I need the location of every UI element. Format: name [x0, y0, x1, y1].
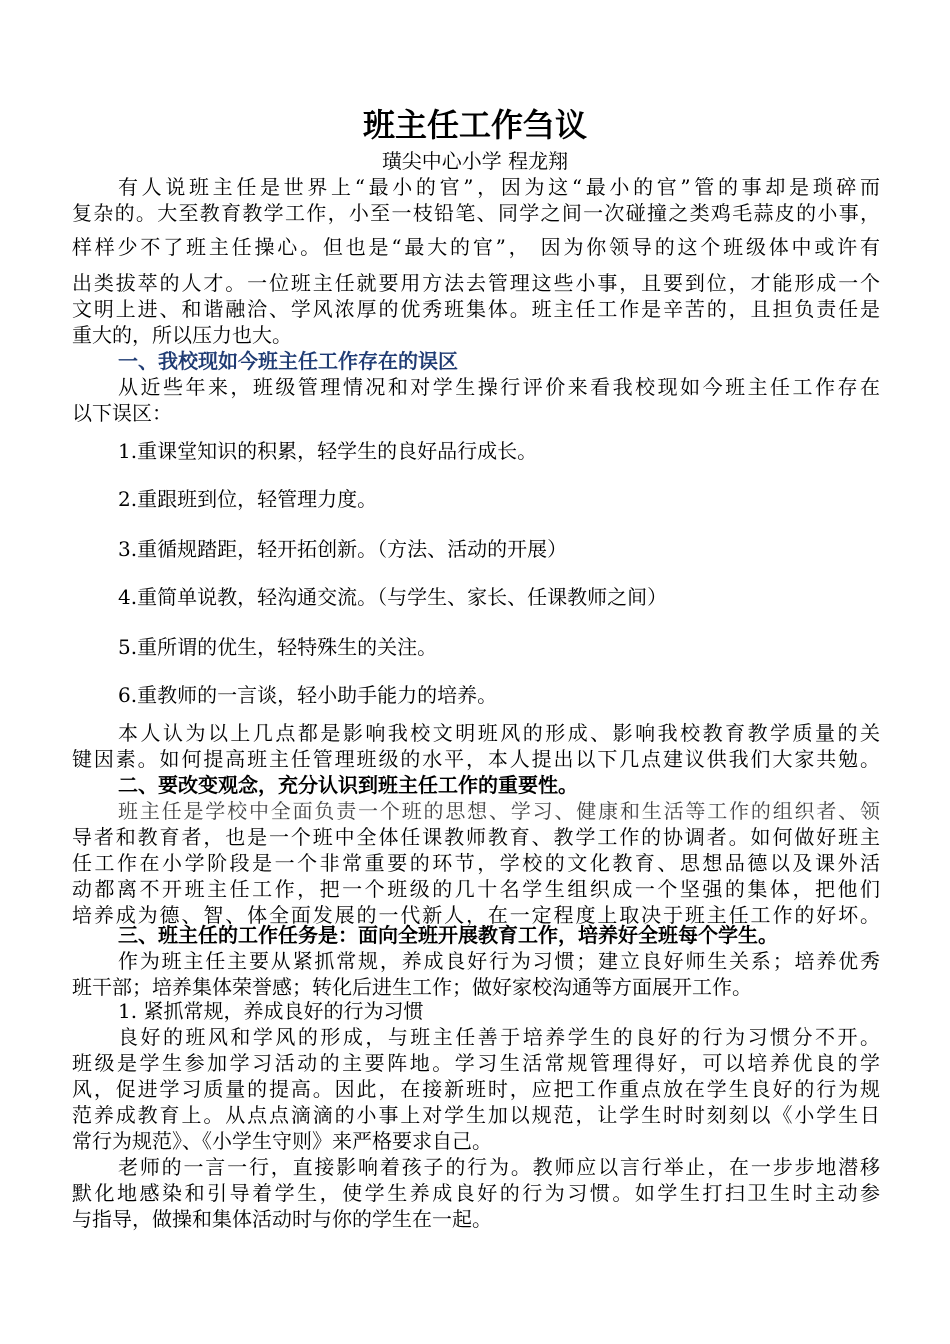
- paragraph-line: 常行为规范》、《小学生守则》来严格要求自己。: [72, 1129, 492, 1153]
- section-heading: 三、班主任的工作任务是：面向全班开展教育工作，培养好全班每个学生。: [118, 923, 778, 947]
- paragraph-line: 本人认为以上几点都是影响我校文明班风的形成、影响我校教育教学质量的关: [118, 721, 880, 745]
- paragraph-line: 以下误区：: [72, 401, 172, 425]
- list-item: 3.重循规踏距，轻开拓创新。（方法、活动的开展）: [118, 537, 568, 561]
- paragraph-line: 文明上进、和谐融洽、学风浓厚的优秀班集体。班主任工作是辛苦的，且担负责任是: [72, 297, 880, 321]
- paragraph-line: 良好的班风和学风的形成，与班主任善于培养学生的良好的行为习惯分不开。: [118, 1025, 880, 1049]
- document-title: 班主任工作刍议: [362, 106, 587, 144]
- paragraph-line: 动都离不开班主任工作，把一个班级的几十名学生组织成一个坚强的集体，把他们: [72, 877, 880, 901]
- list-item: 6.重教师的一言谈，轻小助手能力的培养。: [118, 683, 498, 707]
- paragraph-line: 与指导，做操和集体活动时与你的学生在一起。: [72, 1207, 492, 1231]
- paragraph-line: 样样少不了班主任操心。但也是“最大的官”， 因为你领导的这个班级体中或许有: [72, 235, 880, 259]
- paragraph-line: 从近些年来，班级管理情况和对学生操行评价来看我校现如今班主任工作存在: [118, 375, 880, 399]
- document-author: 璜尖中心小学 程龙翔: [381, 149, 569, 173]
- paragraph-line: 出类拔萃的人才。一位班主任就要用方法去管理这些小事，且要到位，才能形成一个: [72, 271, 880, 295]
- paragraph-line: 班级是学生参加学习活动的主要阵地。学习生活常规管理得好，可以培养优良的学: [72, 1051, 880, 1075]
- paragraph-line: 任工作在小学阶段是一个非常重要的环节，学校的文化教育、思想品德以及课外活: [72, 851, 880, 875]
- paragraph-line: 培养成为德、智、体全面发展的一代新人，在一定程度上取决于班主任工作的好坏。: [72, 903, 880, 927]
- paragraph-line: 默化地感染和引导着学生，使学生养成良好的行为习惯。如学生打扫卫生时主动参: [72, 1181, 880, 1205]
- paragraph-line: 老师的一言一行，直接影响着孩子的行为。教师应以言行举止，在一步步地潜移: [118, 1155, 880, 1179]
- paragraph-line: 班干部；培养集体荣誉感；转化后进生工作；做好家校沟通等方面展开工作。: [72, 975, 752, 999]
- paragraph-line: 作为班主任主要从紧抓常规，养成良好行为习惯；建立良好师生关系；培养优秀: [118, 949, 880, 973]
- paragraph-line: 范养成教育上。从点点滴滴的小事上对学生加以规范，让学生时时刻刻以《小学生日: [72, 1103, 880, 1127]
- subsection-heading: 1. 紧抓常规，养成良好的行为习惯: [118, 999, 424, 1023]
- list-item: 4.重简单说教，轻沟通交流。（与学生、家长、任课教师之间）: [118, 585, 668, 609]
- paragraph-line: 班主任是学校中全面负责一个班的思想、学习、健康和生活等工作的组织者、领: [118, 799, 880, 823]
- paragraph-line: 有人说班主任是世界上“最小的官”，因为这“最小的官”管的事却是琐碎而: [118, 175, 880, 199]
- list-item: 2.重跟班到位，轻管理力度。: [118, 487, 378, 511]
- section-heading: 二、要改变观念，充分认识到班主任工作的重要性。: [118, 773, 578, 797]
- paragraph-line: 风，促进学习质量的提高。因此，在接新班时，应把工作重点放在学生良好的行为规: [72, 1077, 880, 1101]
- paragraph-line: 重大的，所以压力也大。: [72, 323, 292, 347]
- paragraph-line: 键因素。如何提高班主任管理班级的水平，本人提出以下几点建议供我们大家共勉。: [72, 747, 880, 771]
- list-item: 1.重课堂知识的积累，轻学生的良好品行成长。: [118, 439, 538, 463]
- section-heading: 一、我校现如今班主任工作存在的误区: [118, 349, 458, 373]
- list-item: 5.重所谓的优生，轻特殊生的关注。: [118, 635, 438, 659]
- paragraph-line: 复杂的。大至教育教学工作，小至一枝铅笔、同学之间一次碰撞之类鸡毛蒜皮的小事，: [72, 201, 880, 225]
- paragraph-line: 导者和教育者，也是一个班中全体任课教师教育、教学工作的协调者。如何做好班主: [72, 825, 880, 849]
